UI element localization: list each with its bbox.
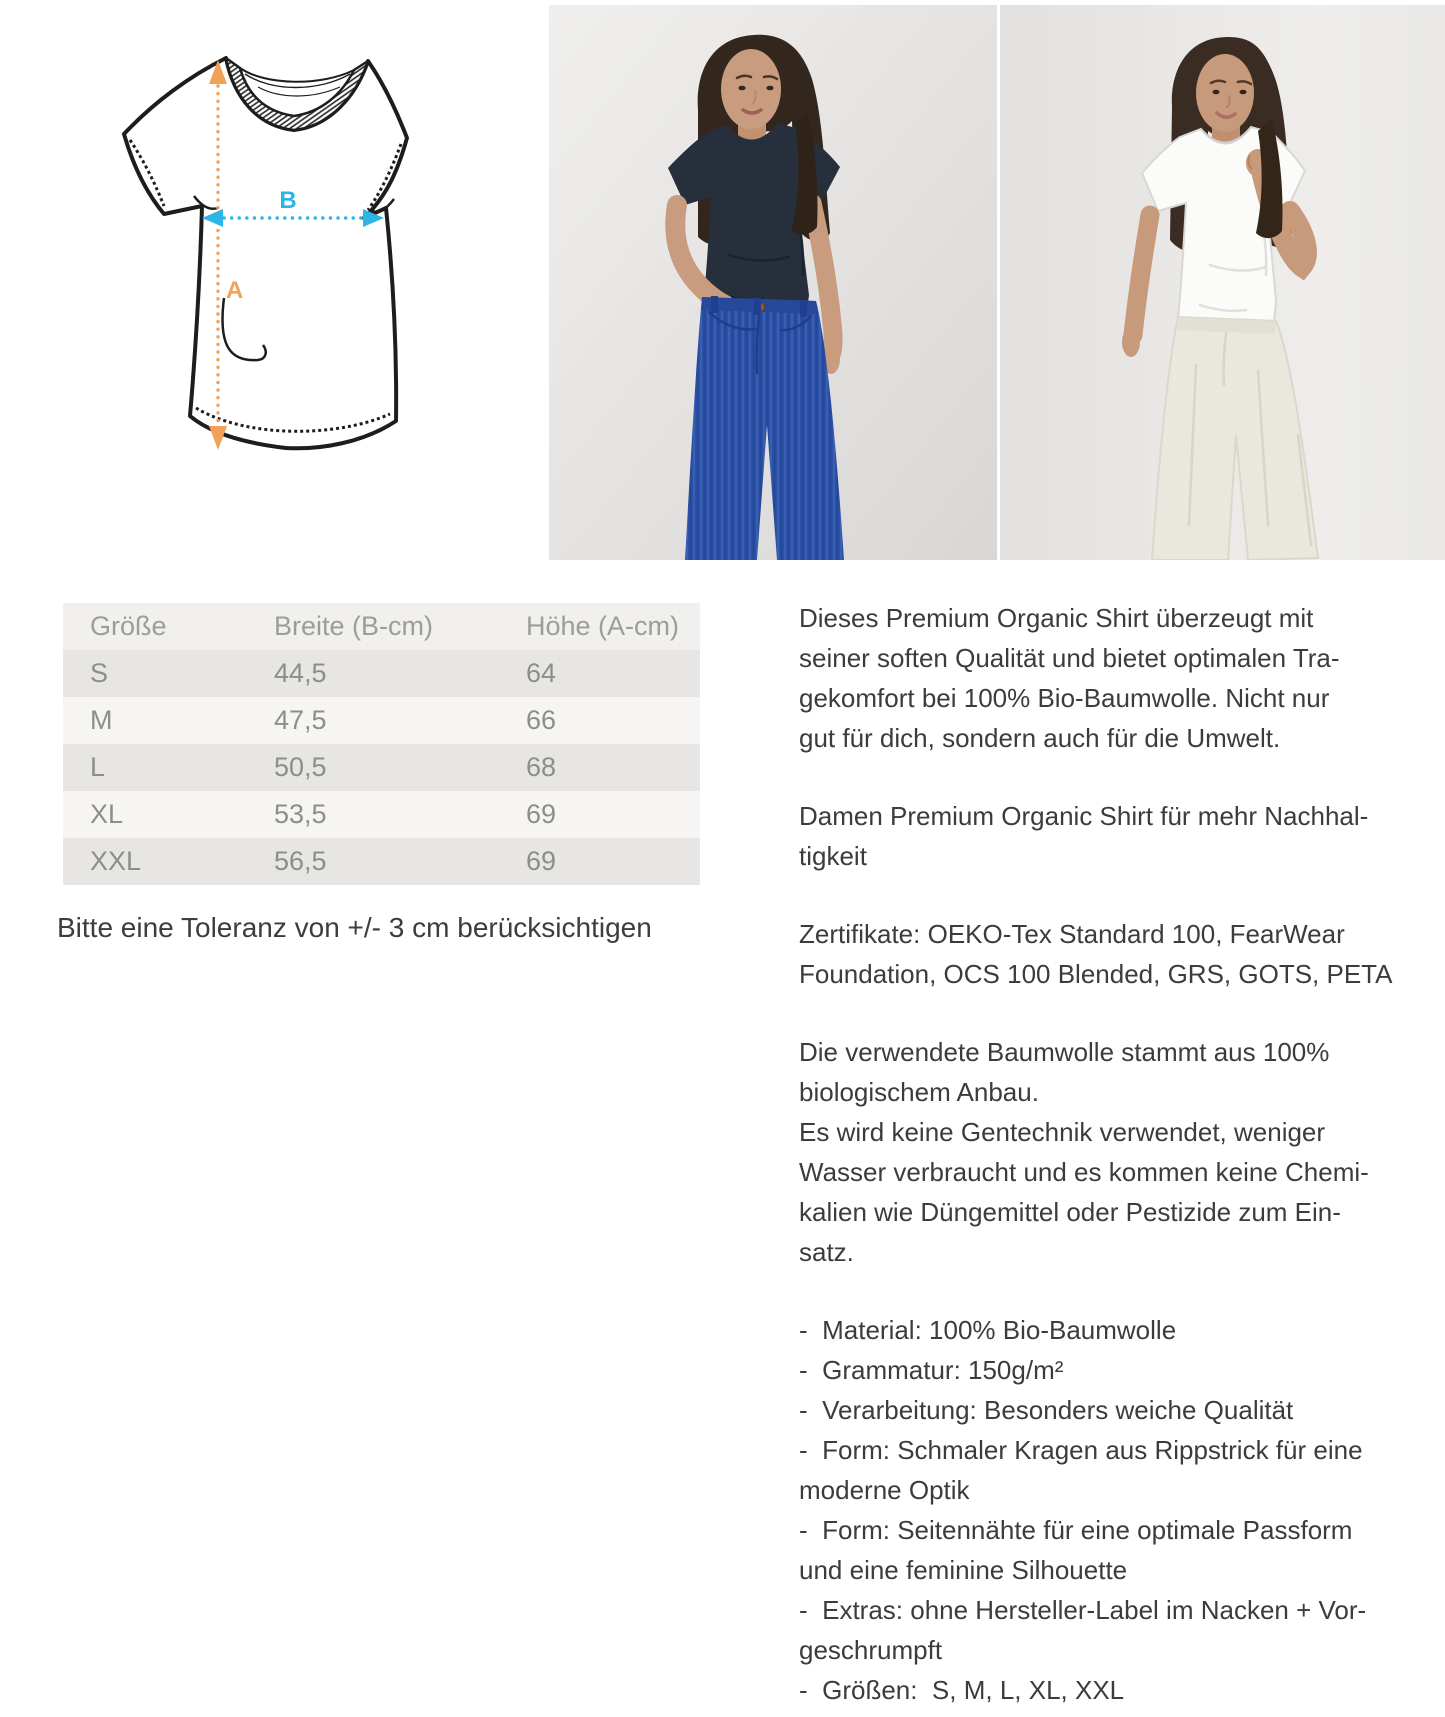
text-line: kalien wie Düngemittel oder Pestizide zum Ein- — [799, 1197, 1341, 1227]
tshirt-measure-illustration — [106, 46, 418, 460]
cell-size: M — [90, 705, 113, 735]
product-photo-navy[interactable] — [549, 5, 997, 560]
text-line: Es wird keine Gentechnik verwendet, weniger — [799, 1117, 1326, 1147]
feature-line: - Grammatur: 150g/m² — [799, 1355, 1064, 1385]
text-line: biologischem Anbau. — [799, 1077, 1039, 1107]
text-line: seiner soften Qualität und bietet optimalen Tra- — [799, 643, 1340, 673]
cell-height: 64 — [526, 658, 557, 688]
header-size: Größe — [90, 611, 167, 641]
feature-line: und eine feminine Silhouette — [799, 1555, 1128, 1585]
left-hand — [1122, 327, 1140, 357]
feature-line: - Material: 100% Bio-Baumwolle — [799, 1315, 1177, 1345]
cell-size: S — [90, 658, 109, 688]
tolerance-note: Bitte eine Toleranz von +/- 3 cm berücksichtigen — [57, 912, 652, 943]
cell-width: 44,5 — [274, 658, 327, 688]
text-line: gekomfort bei 100% Bio-Baumwolle. Nicht nur — [799, 683, 1330, 713]
size-table — [63, 603, 700, 885]
header-width: Breite (B-cm) — [274, 611, 434, 641]
feature-line: - Form: Seitennähte für eine optimale Passform — [799, 1515, 1353, 1545]
feature-line: - Verarbeitung: Besonders weiche Qualität — [799, 1395, 1294, 1425]
cell-size: L — [90, 752, 106, 782]
cell-height: 69 — [526, 799, 557, 829]
table-row — [63, 697, 700, 744]
table-row — [63, 791, 700, 838]
cell-width: 50,5 — [274, 752, 327, 782]
product-description — [799, 598, 1393, 1710]
cell-size: XL — [90, 799, 124, 829]
feature-line: - Größen: S, M, L, XL, XXL — [799, 1675, 1125, 1705]
description-paragraph-3 — [799, 914, 1393, 994]
header-height: Höhe (A-cm) — [526, 611, 680, 641]
model-navy-illustration — [549, 5, 997, 560]
width-label: B — [279, 187, 297, 214]
cell-width: 56,5 — [274, 846, 327, 876]
text-line: gut für dich, sondern auch für die Umwelt. — [799, 723, 1281, 753]
feature-line: - Form: Schmaler Kragen aus Rippstrick für eine — [799, 1435, 1363, 1465]
feature-line: geschrumpft — [799, 1635, 943, 1665]
cell-height: 68 — [526, 752, 557, 782]
description-paragraph-1 — [799, 598, 1339, 758]
table-row — [63, 838, 700, 885]
text-line: Foundation, OCS 100 Blended, GRS, GOTS, PETA — [799, 959, 1393, 989]
text-line: Dieses Premium Organic Shirt überzeugt mit — [799, 603, 1314, 633]
cell-width: 47,5 — [274, 705, 327, 735]
feature-list — [799, 1310, 1367, 1710]
feature-line: - Extras: ohne Hersteller-Label im Nacken + Vor- — [799, 1595, 1367, 1625]
text-line: Die verwendete Baumwolle stammt aus 100% — [799, 1037, 1330, 1067]
model-white-illustration — [1000, 5, 1445, 560]
text-line: satz. — [799, 1237, 854, 1267]
height-label: A — [226, 277, 244, 304]
cell-width: 53,5 — [274, 799, 327, 829]
description-paragraph-4 — [799, 1032, 1369, 1272]
cell-height: 66 — [526, 705, 557, 735]
description-paragraph-2 — [799, 796, 1369, 876]
size-table-header — [63, 603, 700, 650]
text-line: tigkeit — [799, 841, 867, 871]
cell-size: XXL — [90, 846, 142, 876]
feature-line: moderne Optik — [799, 1475, 970, 1505]
text-line: Wasser verbraucht und es kommen keine Chemi- — [799, 1157, 1369, 1187]
text-line: Damen Premium Organic Shirt für mehr Nachhal- — [799, 801, 1369, 831]
size-diagram — [106, 46, 418, 460]
product-photo-white[interactable] — [1000, 5, 1445, 560]
table-row — [63, 744, 700, 791]
cell-height: 69 — [526, 846, 557, 876]
text-line: Zertifikate: OEKO-Tex Standard 100, FearWear — [799, 919, 1345, 949]
table-row — [63, 650, 700, 697]
